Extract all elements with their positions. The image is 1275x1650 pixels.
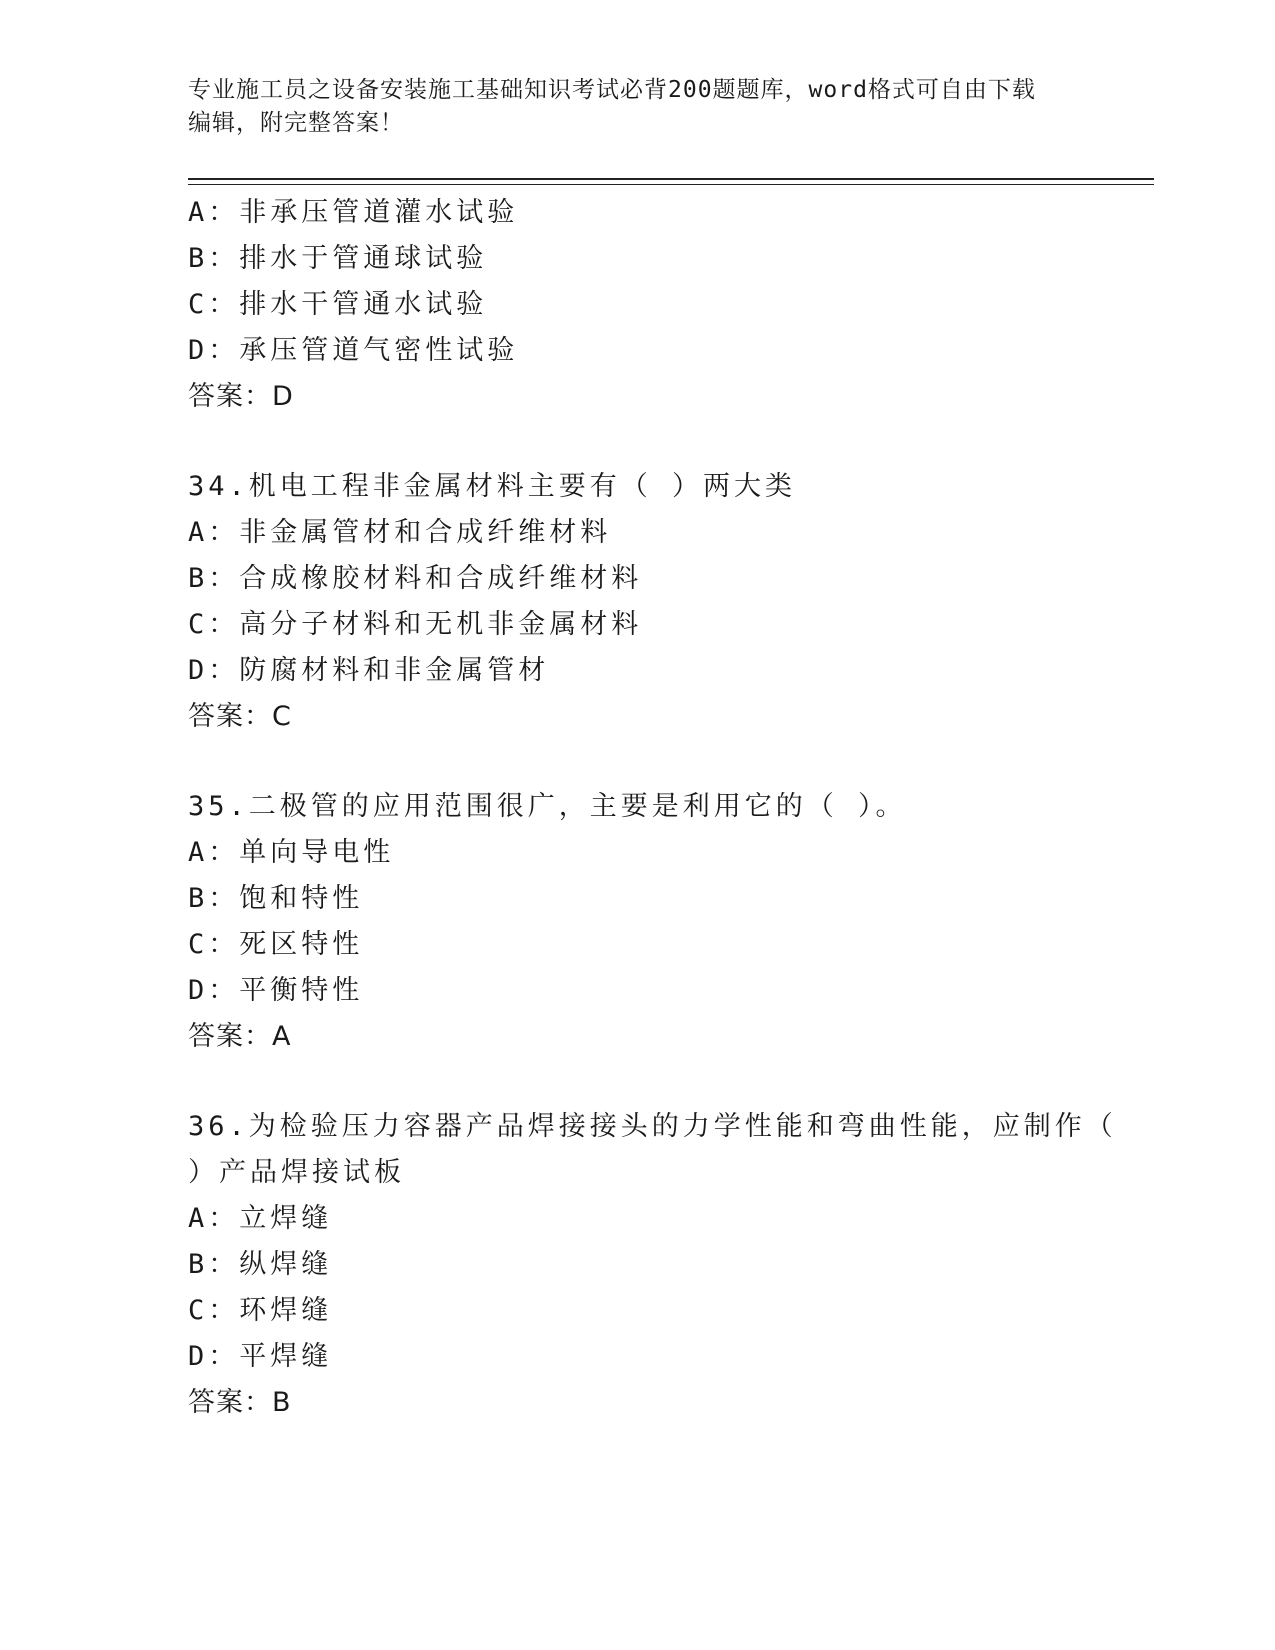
spacer xyxy=(188,1060,1108,1104)
option-c: C：高分子材料和无机非金属材料 xyxy=(188,609,643,640)
option-a: A：非承压管道灌水试验 xyxy=(188,197,519,228)
option-a: A：立焊缝 xyxy=(188,1203,333,1234)
question-text: 34.机电工程非金属材料主要有（ ）两大类 xyxy=(188,471,797,502)
option-b: B：纵焊缝 xyxy=(188,1249,333,1280)
option-d: D：平焊缝 xyxy=(188,1341,333,1372)
spacer xyxy=(188,420,1108,464)
question-35 xyxy=(188,784,1108,1060)
document-header xyxy=(188,74,1078,140)
question-33 xyxy=(188,190,1108,420)
header-divider-thick xyxy=(188,178,1154,180)
option-d: D：承压管道气密性试验 xyxy=(188,335,519,366)
header-line-1: 专业施工员之设备安装施工基础知识考试必背200题题库，word格式可自由下载 xyxy=(188,77,1036,103)
spacer xyxy=(188,740,1108,784)
answer-line: 答案：D xyxy=(188,381,294,412)
option-a: A：单向导电性 xyxy=(188,837,395,868)
option-c: C：排水干管通水试验 xyxy=(188,289,488,320)
option-d: D：平衡特性 xyxy=(188,975,364,1006)
answer-line: 答案：A xyxy=(188,1021,292,1052)
question-34 xyxy=(188,464,1108,740)
question-36 xyxy=(188,1104,1117,1426)
header-divider-thin xyxy=(188,184,1154,185)
option-b: B：饱和特性 xyxy=(188,883,364,914)
option-c: C：环焊缝 xyxy=(188,1295,333,1326)
option-b: B：排水于管通球试验 xyxy=(188,243,488,274)
option-d: D：防腐材料和非金属管材 xyxy=(188,655,550,686)
option-b: B：合成橡胶材料和合成纤维材料 xyxy=(188,563,643,594)
question-text-line-2: ）产品焊接试板 xyxy=(188,1157,405,1188)
header-line-2: 编辑，附完整答案！ xyxy=(188,110,404,136)
question-list xyxy=(188,190,1117,1426)
option-a: A：非金属管材和合成纤维材料 xyxy=(188,517,612,548)
question-text: 35.二极管的应用范围很广，主要是利用它的（ ）。 xyxy=(188,791,907,822)
question-text-line-1: 36.为检验压力容器产品焊接接头的力学性能和弯曲性能，应制作（ xyxy=(188,1111,1117,1142)
answer-line: 答案：C xyxy=(188,701,292,732)
answer-line: 答案：B xyxy=(188,1387,292,1418)
option-c: C：死区特性 xyxy=(188,929,364,960)
